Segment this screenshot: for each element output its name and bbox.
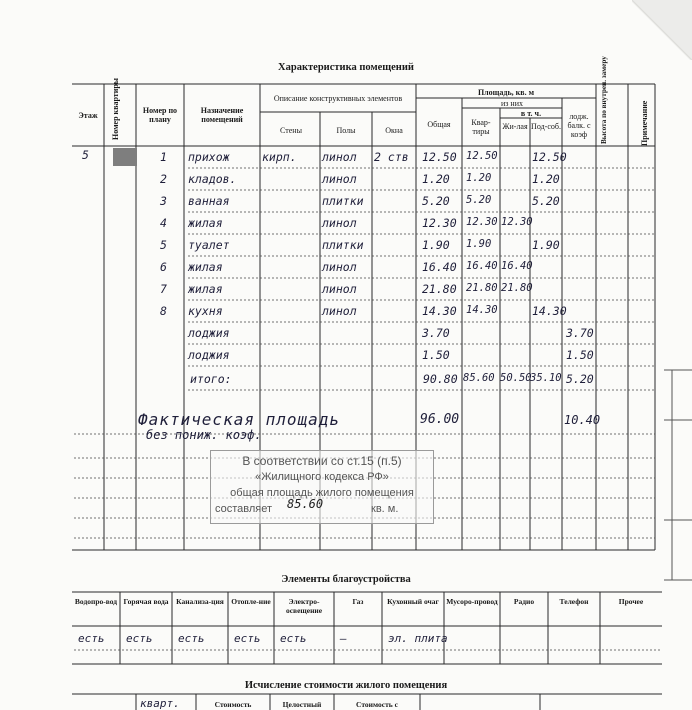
room-name: жилая xyxy=(188,282,223,296)
col-area: Площадь, кв. м xyxy=(477,88,535,97)
room-total: 1.50 xyxy=(422,348,450,362)
stamp-unit: кв. м. xyxy=(371,503,399,515)
col-total: Общая xyxy=(427,120,451,129)
col-living: Жи-лая xyxy=(502,122,528,131)
totals-flat: 85.60 xyxy=(463,372,495,384)
stamp-line-4: составляет xyxy=(215,503,273,515)
stamp-line-1: В соответствии со ст.15 (п.5) xyxy=(242,454,402,468)
room-floor: линол xyxy=(322,282,357,296)
room-flat: 1.90 xyxy=(466,238,492,250)
room-total: 5.20 xyxy=(422,194,450,208)
col-incl: в т. ч. xyxy=(520,109,542,118)
actual-area-value: 96.00 xyxy=(420,412,460,427)
amenity-header: Отопле-ние xyxy=(231,597,271,606)
amenity-value: есть xyxy=(126,632,153,645)
room-n: 2 xyxy=(160,172,167,186)
amenity-value: есть xyxy=(234,632,261,645)
rooms-table-title: Характеристика помещений xyxy=(278,62,414,73)
room-name: кладов. xyxy=(188,172,237,186)
amenity-value: есть xyxy=(280,632,307,645)
room-total: 1.90 xyxy=(422,238,450,252)
amenity-header: Кухонный очаг xyxy=(387,597,439,606)
amenity-header: Прочее xyxy=(618,597,644,606)
room-total: 12.30 xyxy=(422,216,457,230)
col-apt-no: Номер квартиры xyxy=(111,77,120,140)
room-n: 4 xyxy=(160,216,167,230)
room-living: 21.80 xyxy=(501,282,533,294)
room-flat: 5.20 xyxy=(466,194,492,206)
col-aux: Под-соб. xyxy=(531,122,561,131)
cost-col-cost-with: Стоимость с xyxy=(356,700,398,709)
amenity-value: – xyxy=(340,632,347,645)
col-of-them: из них xyxy=(500,99,523,108)
redacted-apt-number xyxy=(113,148,137,166)
room-total: 1.20 xyxy=(422,172,450,186)
col-floors: Полы xyxy=(336,126,356,135)
amenities-title: Элементы благоустройства xyxy=(281,574,411,585)
totals-label: итого: xyxy=(190,372,232,386)
room-name: кухня xyxy=(188,304,223,318)
col-floor: Этаж xyxy=(78,111,98,120)
room-flat: 12.30 xyxy=(466,216,498,228)
room-name: жилая xyxy=(188,260,223,274)
room-floor: плитки xyxy=(322,194,364,208)
room-name: лоджия xyxy=(188,348,230,362)
amenity-header: Горячая вода xyxy=(123,597,169,606)
amenity-header: Электро-освещение xyxy=(285,597,323,615)
room-name: ванная xyxy=(188,194,230,208)
col-flats: Квар-тиры xyxy=(471,118,491,136)
room-name: прихож xyxy=(188,150,230,164)
room-name: лоджия xyxy=(188,326,230,340)
room-name: туалет xyxy=(188,238,230,252)
room-living: 12.30 xyxy=(501,216,533,228)
room-floor: линол xyxy=(322,304,357,318)
stamp-line-2: «Жилищного кодекса РФ» xyxy=(255,471,389,483)
amenity-value: эл. плита xyxy=(388,632,448,645)
room-flat: 12.50 xyxy=(466,150,498,162)
room-n: 3 xyxy=(160,194,167,208)
room-n: 1 xyxy=(160,150,167,164)
room-n: 5 xyxy=(160,238,167,252)
room-aux: 12.50 xyxy=(532,150,567,164)
col-windows: Окна xyxy=(385,126,403,135)
room-total: 21.80 xyxy=(422,282,457,296)
room-total: 12.50 xyxy=(422,150,457,164)
room-flat: 1.20 xyxy=(466,172,492,184)
room-n: 7 xyxy=(160,282,167,296)
room-floor: линол xyxy=(322,216,357,230)
cost-title: Исчисление стоимости жилого помещения xyxy=(244,680,448,691)
legal-stamp xyxy=(210,450,434,524)
room-walls: кирп. xyxy=(262,150,297,164)
totals-aux: 35.10 xyxy=(530,372,562,384)
amenity-value: есть xyxy=(78,632,105,645)
col-note: Примечание xyxy=(640,100,649,146)
room-loggia: 3.70 xyxy=(566,326,594,340)
room-total: 16.40 xyxy=(422,260,457,274)
room-loggia: 1.50 xyxy=(566,348,594,362)
room-win: 2 ств xyxy=(374,150,409,164)
totals-loggia: 5.20 xyxy=(566,372,594,386)
room-n: 6 xyxy=(160,260,167,274)
amenity-header: Водопро-вод xyxy=(74,597,118,606)
room-floor: линол xyxy=(322,172,357,186)
col-loggia: лодж. балк. с коэф xyxy=(567,112,591,139)
cost-col-cost: Стоимость xyxy=(214,700,252,709)
room-aux: 1.20 xyxy=(532,172,560,186)
stamp-line-3: общая площадь жилого помещения xyxy=(230,487,414,499)
room-floor: плитки xyxy=(322,238,364,252)
stamp-area-value: 85.60 xyxy=(287,497,324,511)
col-plan-no: Номер по плану xyxy=(142,106,178,124)
room-aux: 14.30 xyxy=(532,304,567,318)
col-height: Высота по внутрен. замеру xyxy=(600,56,608,144)
cost-col-integral: Целостный xyxy=(282,700,322,709)
room-aux: 5.20 xyxy=(532,194,560,208)
floor-value: 5 xyxy=(82,148,89,162)
amenity-header: Канализа-ция xyxy=(176,597,224,606)
amenity-value: есть xyxy=(178,632,205,645)
room-flat: 21.80 xyxy=(466,282,498,294)
room-n: 8 xyxy=(160,304,167,318)
room-aux: 1.90 xyxy=(532,238,560,252)
actual-loggia-value: 10.40 xyxy=(564,413,601,427)
actual-area-note: без пониж. коэф. xyxy=(146,428,262,442)
room-floor: линол xyxy=(322,150,357,164)
room-flat: 14.30 xyxy=(466,304,498,316)
amenity-header: Телефон xyxy=(559,597,589,606)
col-purpose: Назначение помещений xyxy=(200,106,244,124)
actual-area-label: Фактическая площадь xyxy=(138,410,341,429)
col-construction: Описание конструктивных элементов xyxy=(273,94,403,103)
room-name: жилая xyxy=(188,216,223,230)
room-floor: линол xyxy=(322,260,357,274)
room-living: 16.40 xyxy=(501,260,533,272)
room-total: 3.70 xyxy=(422,326,450,340)
totals-living: 50.50 xyxy=(500,372,532,384)
totals-total: 90.80 xyxy=(423,372,458,386)
cost-col-flat: кварт. xyxy=(140,697,180,710)
room-total: 14.30 xyxy=(422,304,457,318)
col-walls: Стены xyxy=(280,126,302,135)
amenity-header: Газ xyxy=(352,597,364,606)
amenity-header: Мусоро-провод xyxy=(446,597,498,606)
amenity-header: Радио xyxy=(513,597,535,606)
room-flat: 16.40 xyxy=(466,260,498,272)
